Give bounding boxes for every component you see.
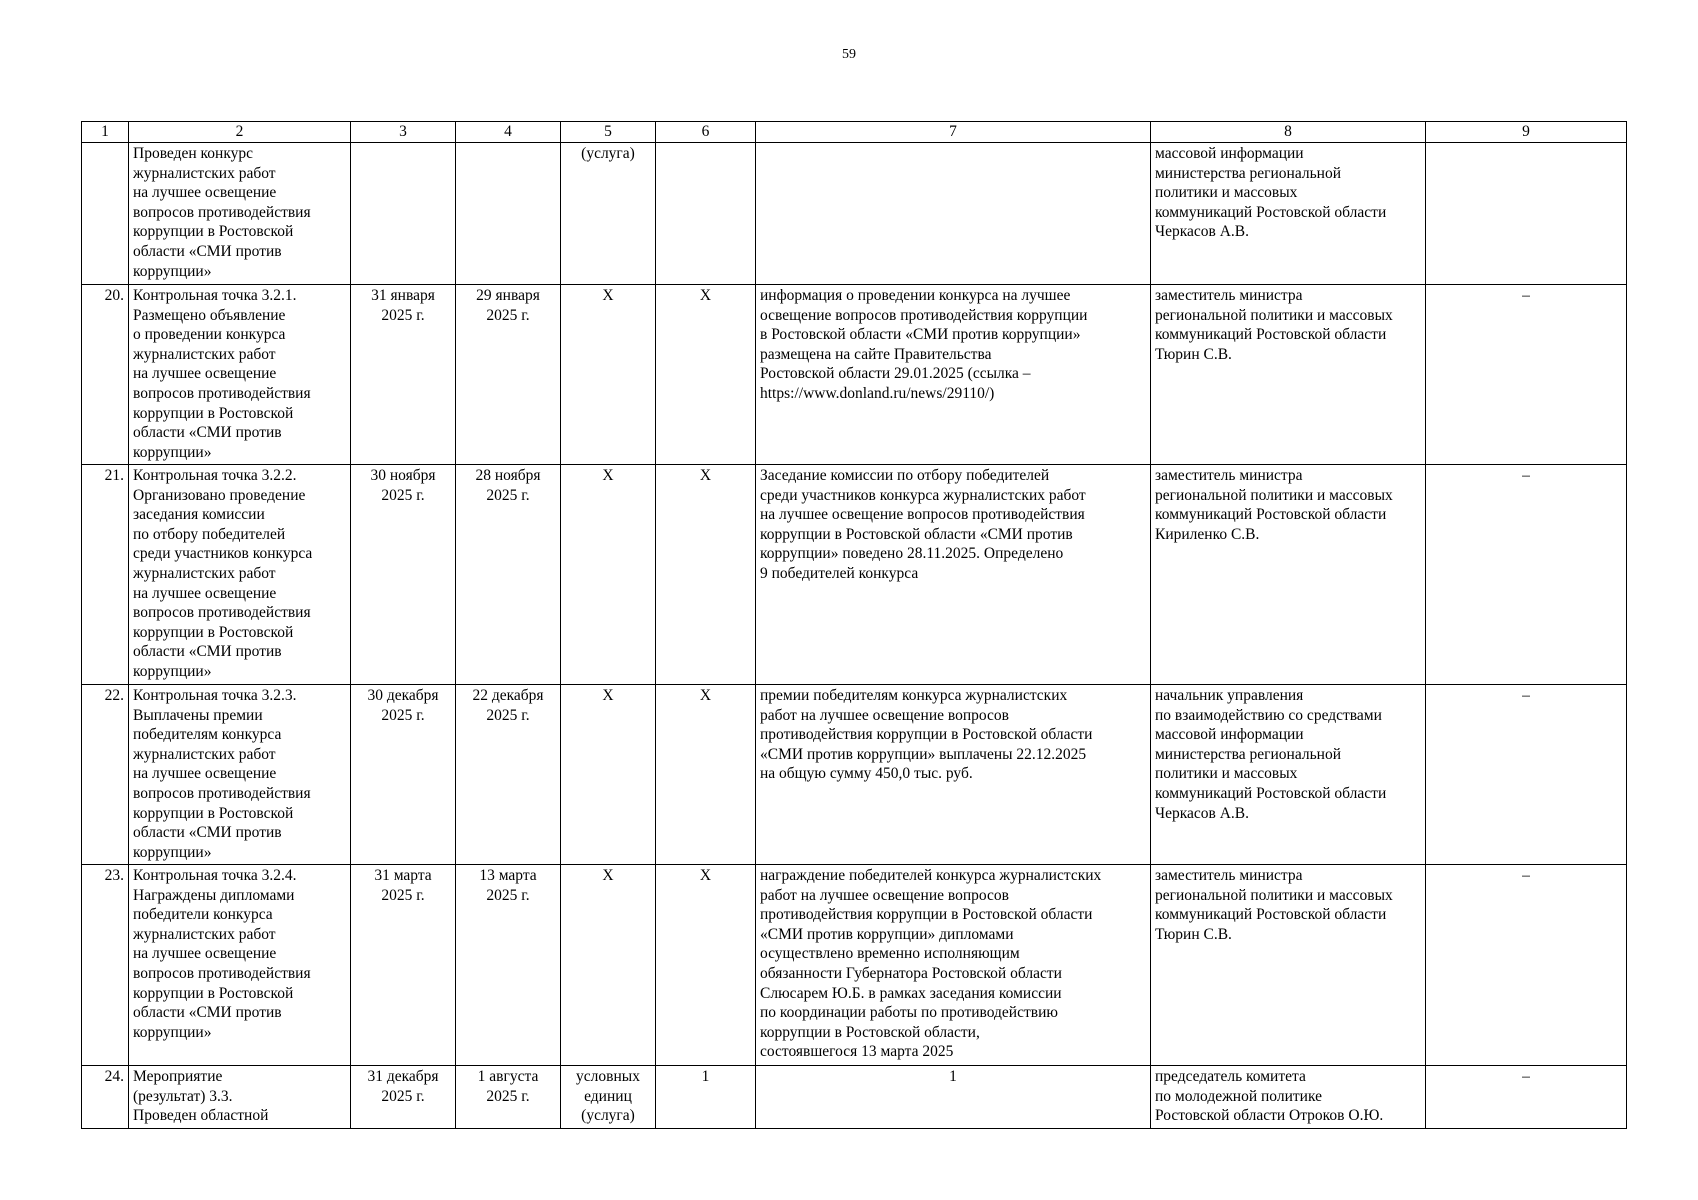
row-responsible: заместитель министра региональной политики и массовых коммуникаций Ростовской области Кириленко С.В. — [1151, 465, 1426, 685]
table-row — [82, 465, 1627, 685]
row-col6: Х — [656, 865, 756, 1066]
row-note: – — [1426, 865, 1627, 1066]
row-result: информация о проведении конкурса на лучшее освещение вопросов противодействия коррупции в Ростовской области «СМИ против коррупции» размещена на сайте Правительства Ростовской области 29.01.2025 (ссылка – https://www.donland.ru/news/29110/) — [756, 285, 1151, 465]
row-name: Контрольная точка 3.2.3. Выплачены премии победителям конкурса журналистских работ на лучшее освещение вопросов противодействия коррупции в Ростовской области «СМИ против коррупции» — [129, 685, 351, 865]
row-plan-date — [351, 143, 456, 285]
row-unit: Х — [561, 285, 656, 465]
row-unit: Х — [561, 685, 656, 865]
row-note — [1426, 143, 1627, 285]
row-responsible: заместитель министра региональной политики и массовых коммуникаций Ростовской области Тюрин С.В. — [1151, 865, 1426, 1066]
row-number: 21. — [82, 465, 129, 685]
row-actual-date: 13 марта 2025 г. — [456, 865, 561, 1066]
table-row — [82, 285, 1627, 465]
row-actual-date: 22 декабря 2025 г. — [456, 685, 561, 865]
row-number: 24. — [82, 1066, 129, 1129]
header-col-8: 8 — [1151, 122, 1426, 143]
row-result — [756, 143, 1151, 285]
header-col-6: 6 — [656, 122, 756, 143]
row-col6: Х — [656, 285, 756, 465]
table-row — [82, 865, 1627, 1066]
row-number: 20. — [82, 285, 129, 465]
row-actual-date: 1 августа 2025 г. — [456, 1066, 561, 1129]
row-actual-date: 29 января 2025 г. — [456, 285, 561, 465]
row-responsible: председатель комитета по молодежной политике Ростовской области Отроков О.Ю. — [1151, 1066, 1426, 1129]
row-responsible: заместитель министра региональной политики и массовых коммуникаций Ростовской области Тюрин С.В. — [1151, 285, 1426, 465]
row-col6: Х — [656, 685, 756, 865]
table-row — [82, 685, 1627, 865]
row-result: 1 — [756, 1066, 1151, 1129]
row-plan-date: 30 декабря 2025 г. — [351, 685, 456, 865]
table-row — [82, 1066, 1627, 1129]
row-unit: Х — [561, 465, 656, 685]
header-row — [82, 122, 1627, 143]
row-plan-date: 31 марта 2025 г. — [351, 865, 456, 1066]
row-result: Заседание комиссии по отбору победителей среди участников конкурса журналистских работ на лучшее освещение вопросов противодействия коррупции в Ростовской области «СМИ против коррупции» поведено 28.11.2025. Определено 9 победителей конкурса — [756, 465, 1151, 685]
page-number: 59 — [842, 47, 856, 62]
row-name: Контрольная точка 3.2.2. Организовано проведение заседания комиссии по отбору победителей среди участников конкурса журналистских работ на лучшее освещение вопросов противодействия коррупции в Ростовской области «СМИ против коррупции» — [129, 465, 351, 685]
header-col-3: 3 — [351, 122, 456, 143]
table-row — [82, 143, 1627, 285]
row-note: – — [1426, 1066, 1627, 1129]
row-note: – — [1426, 285, 1627, 465]
row-col6 — [656, 143, 756, 285]
header-col-7: 7 — [756, 122, 1151, 143]
row-plan-date: 31 декабря 2025 г. — [351, 1066, 456, 1129]
row-unit: (услуга) — [561, 143, 656, 285]
row-name: Контрольная точка 3.2.1. Размещено объявление о проведении конкурса журналистских работ на лучшее освещение вопросов противодействия коррупции в Ростовской области «СМИ против коррупции» — [129, 285, 351, 465]
row-responsible: начальник управления по взаимодействию со средствами массовой информации министерства региональной политики и массовых коммуникаций Ростовской области Черкасов А.В. — [1151, 685, 1426, 865]
row-note: – — [1426, 465, 1627, 685]
row-number: 22. — [82, 685, 129, 865]
row-number — [82, 143, 129, 285]
row-actual-date: 28 ноября 2025 г. — [456, 465, 561, 685]
header-col-5: 5 — [561, 122, 656, 143]
row-col6: 1 — [656, 1066, 756, 1129]
header-col-4: 4 — [456, 122, 561, 143]
row-responsible: массовой информации министерства региональной политики и массовых коммуникаций Ростовской области Черкасов А.В. — [1151, 143, 1426, 285]
header-col-2: 2 — [129, 122, 351, 143]
row-note: – — [1426, 685, 1627, 865]
row-number: 23. — [82, 865, 129, 1066]
row-name: Мероприятие (результат) 3.3. Проведен областной — [129, 1066, 351, 1129]
row-plan-date: 30 ноября 2025 г. — [351, 465, 456, 685]
row-unit: условных единиц (услуга) — [561, 1066, 656, 1129]
row-result: премии победителям конкурса журналистских работ на лучшее освещение вопросов противодействия коррупции в Ростовской области «СМИ против коррупции» выплачены 22.12.2025 на общую сумму 450,0 тыс. руб. — [756, 685, 1151, 865]
row-plan-date: 31 января 2025 г. — [351, 285, 456, 465]
row-unit: Х — [561, 865, 656, 1066]
row-col6: Х — [656, 465, 756, 685]
row-actual-date — [456, 143, 561, 285]
row-result: награждение победителей конкурса журналистских работ на лучшее освещение вопросов противодействия коррупции в Ростовской области «СМИ против коррупции» дипломами осуществлено временно исполняющим обязанности Губернатора Ростовской области Слюсарем Ю.Б. в рамках заседания комиссии по координации работы по противодействию коррупции в Ростовской области, состоявшегося 13 марта 2025 — [756, 865, 1151, 1066]
report-table — [81, 121, 1627, 1129]
row-name: Контрольная точка 3.2.4. Награждены дипломами победители конкурса журналистских работ на лучшее освещение вопросов противодействия коррупции в Ростовской области «СМИ против коррупции» — [129, 865, 351, 1066]
header-col-9: 9 — [1426, 122, 1627, 143]
row-name: Проведен конкурс журналистских работ на лучшее освещение вопросов противодействия коррупции в Ростовской области «СМИ против коррупции» — [129, 143, 351, 285]
header-col-1: 1 — [82, 122, 129, 143]
